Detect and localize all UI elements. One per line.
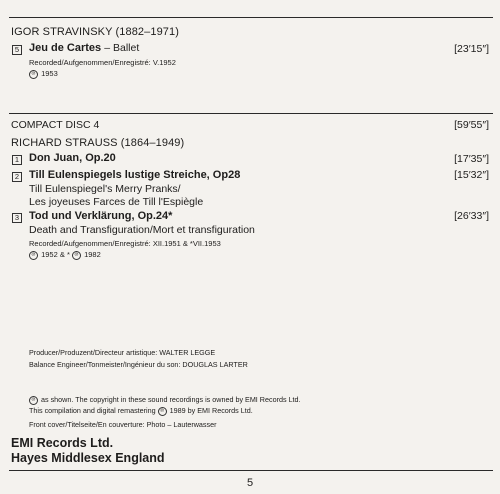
track-number-box: 2 xyxy=(12,172,22,182)
copyright-text: as shown. The copyright in these sound recordings is owned by EMI Records Ltd. xyxy=(41,395,301,404)
cover-credit: Front cover/Titelseite/En couverture: Photo – Lauterwasser xyxy=(29,420,217,429)
track-subtitle: Till Eulenspiegel's Merry Pranks/ xyxy=(29,183,181,195)
track-number-box: 5 xyxy=(12,45,22,55)
phonogram-icon: ℗ xyxy=(72,251,81,260)
remastering-line xyxy=(29,406,253,416)
track-duration: [23′15″] xyxy=(454,43,489,55)
composer-dates: (1882–1971) xyxy=(115,26,179,38)
phonogram-icon: ℗ xyxy=(158,407,167,416)
remastering-text: This compilation and digital remastering xyxy=(29,406,156,415)
publisher-address: Hayes Middlesex England xyxy=(11,451,165,465)
phonogram-year: 1982 xyxy=(84,250,101,259)
phonogram-icon: ℗ xyxy=(29,251,38,260)
track-title: Tod und Verklärung, Op.24* xyxy=(29,210,173,222)
track-title: Till Eulenspiegels lustige Streiche, Op28 xyxy=(29,169,241,181)
track-duration: [26′33″] xyxy=(454,210,489,222)
phonogram-line xyxy=(29,250,101,260)
track-title: Jeu de Cartes xyxy=(29,42,102,54)
track-duration: [17′35″] xyxy=(454,153,489,165)
track-subtitle: Les joyeuses Farces de Till l'Espiègle xyxy=(29,196,204,208)
copyright-line xyxy=(29,395,301,405)
disc-duration: [59′55″] xyxy=(454,119,489,131)
composer-dates: (1864–1949) xyxy=(120,137,185,149)
composer-name: IGOR STRAVINSKY xyxy=(11,26,113,38)
track-title-line xyxy=(29,42,139,54)
disc-label: COMPACT DISC 4 xyxy=(11,119,100,131)
track-duration: [15′32″] xyxy=(454,169,489,181)
strauss-heading xyxy=(11,137,184,149)
track-title: Don Juan, Op.20 xyxy=(29,152,116,164)
composer-name: RICHARD STRAUSS xyxy=(11,137,118,149)
engineer-credit: Balance Engineer/Tonmeister/Ingénieur du son: DOUGLAS LARTER xyxy=(29,360,248,369)
track-number-box: 3 xyxy=(12,213,22,223)
track-subtitle: – Ballet xyxy=(104,42,140,54)
phonogram-icon: ℗ xyxy=(29,396,38,405)
bottom-rule xyxy=(9,470,493,471)
recording-info: Recorded/Aufgenommen/Enregistré: V.1952 xyxy=(29,58,176,67)
phonogram-line xyxy=(29,69,58,79)
disc-rule xyxy=(9,113,493,114)
track-number-box: 1 xyxy=(12,155,22,165)
top-rule xyxy=(9,17,493,18)
recording-info: Recorded/Aufgenommen/Enregistré: XII.1951 & *VII.1953 xyxy=(29,239,221,248)
phonogram-icon: ℗ xyxy=(29,70,38,79)
phonogram-year: 1952 & * xyxy=(41,250,70,259)
track-subtitle: Death and Transfiguration/Mort et transfiguration xyxy=(29,224,255,236)
stravinsky-heading xyxy=(11,26,179,38)
phonogram-year: 1953 xyxy=(41,69,58,78)
page-number: 5 xyxy=(246,477,254,489)
producer-credit: Producer/Produzent/Directeur artistique: WALTER LEGGE xyxy=(29,348,216,357)
publisher-name: EMI Records Ltd. xyxy=(11,436,114,450)
remastering-year: 1989 by EMI Records Ltd. xyxy=(169,406,253,415)
